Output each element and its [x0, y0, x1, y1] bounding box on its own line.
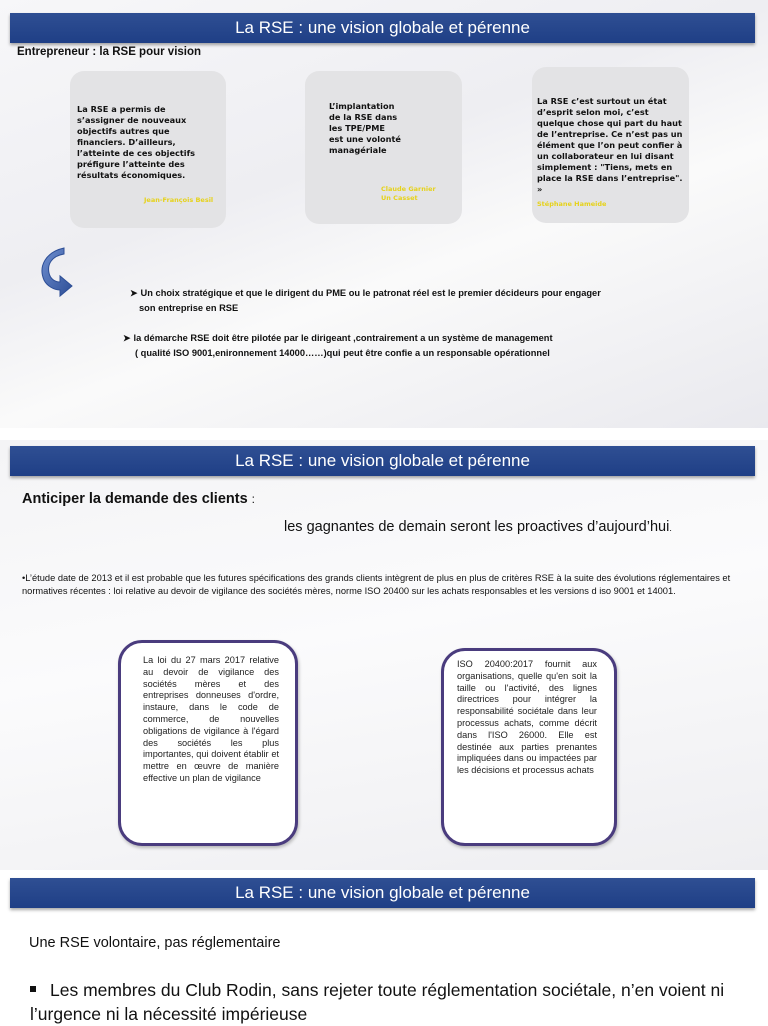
slide-header: La RSE : une vision globale et pérenne	[10, 878, 755, 908]
info-box-text: ISO 20400:2017 fournit aux organisations, quelle qu'en soit la taille ou l'activité, des lignes directrices pour intégrer la responsabilité sociétale dans leur processus achats, comme décrit dans l'ISO 26000. Elle est destinée aux parties prenantes impliquées dans ou impactées par les décisions et processus achats	[457, 659, 597, 776]
bullet-item: Les membres du Club Rodin, sans rejeter toute réglementation sociétale, n’en voient ni l’urgence ni la nécessité impérieuse	[30, 980, 725, 1024]
slide-header: La RSE : une vision globale et pérenne	[10, 446, 755, 476]
quote-text: La RSE c’est surtout un état d’esprit selon moi, c’est quelque chose qui part du haut de l’entreprise. Ce n’est pas un élément que l’on peut confier à un collaborateur en lui disant simplement : "Tiens, mets en place la RSE dans l’entreprise". »	[537, 96, 683, 194]
quote-text: La RSE a permis de s’assigner de nouveaux objectifs autres que financiers. D’ailleurs, l’atteinte de ces objectifs préfigure l’atteinte des résultats économiques.	[77, 104, 196, 180]
bullet-item: ➤ la démarche RSE doit être pilotée par le dirigeant ,contrairement a un système de management ( qualité ISO 9001,enironnement 14000……)qui peut être confie a un responsable opérationnel	[123, 333, 553, 358]
quote-author: Claude Garnier Un Casset	[381, 185, 436, 202]
slide-subtitle: Entrepreneur : la RSE pour vision	[17, 46, 202, 58]
info-box	[118, 640, 298, 846]
section-subheading: les gagnantes de demain seront les proactives d’aujourd’hui.	[284, 519, 672, 535]
info-box	[441, 648, 617, 846]
section-heading: Anticiper la demande des clients :	[22, 491, 255, 507]
curved-arrow-icon	[34, 244, 74, 300]
quote-text: L’implantation de la RSE dans les TPE/PME est une volonté managériale	[329, 101, 401, 155]
section-heading: Une RSE volontaire, pas réglementaire	[29, 935, 281, 951]
quote-card	[532, 67, 689, 223]
bullet-item: ➤ Un choix stratégique et que le dirigent du PME ou le patronat réel est le premier décideurs pour engager son entreprise en RSE	[130, 288, 601, 313]
quote-card	[70, 71, 226, 228]
quote-card	[305, 71, 462, 224]
slide-header: La RSE : une vision globale et pérenne	[10, 13, 755, 43]
slide-1	[0, 0, 768, 428]
info-box-text: La loi du 27 mars 2017 relative au devoir de vigilance des sociétés mères et des entreprises donneuses d'ordre, instaure, dans le code de commerce, de nouvelles obligations de vigilance à l'égard des sociétés les plus importantes, qui doivent établir et mettre en œuvre de manière effective un plan de vigilance	[143, 655, 279, 783]
quote-author: Jean-François Besil	[144, 196, 214, 204]
quote-author: Stéphane Hameide	[537, 200, 607, 208]
bullet-arrow-icon: ➤	[130, 288, 138, 298]
square-bullet-icon	[30, 986, 36, 992]
bullet-arrow-icon: ➤	[123, 333, 131, 343]
body-paragraph: •L’étude date de 2013 et il est probable que les futures spécifications des grands clients intègrent de plus en plus de critères RSE à la suite des évolutions réglementaires et normatives récentes : loi relative au devoir de vigilance des sociétés mères, norme ISO 20400 sur les achats responsables et les versions d iso 9001 et 14001.	[22, 573, 731, 596]
